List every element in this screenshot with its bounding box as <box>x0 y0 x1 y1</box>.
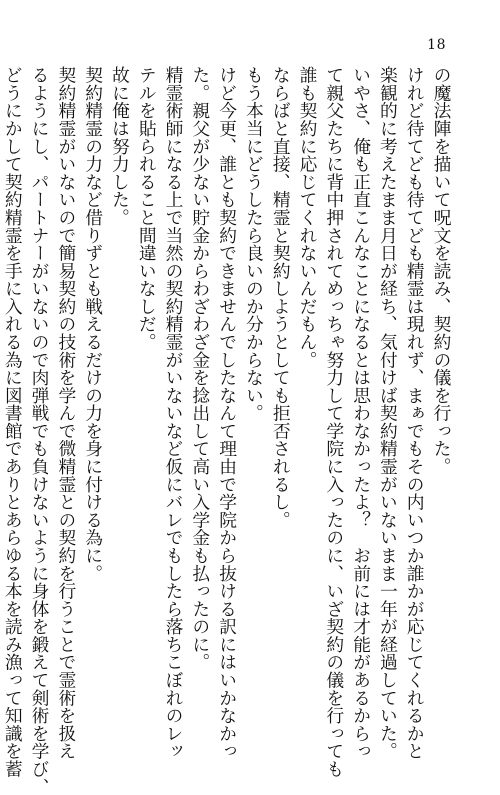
text-line: もう本当にどうしたら良いのか分からない。 <box>243 66 265 422</box>
text-line: テルを貼られること間違いなしだ。 <box>136 66 158 351</box>
text-line: どうにかして契約精霊を手に入れる為に図書館でありとあらゆる本を読み漁って知識を蓄 <box>2 66 24 778</box>
text-line: けど今更、誰とも契約できませんでしたなんて理由で学院から抜ける訳にはいかなかっ <box>216 66 238 760</box>
text-line: 契約精霊の力など借りずとも戦えるだけの力を身に付ける為に。 <box>82 66 104 582</box>
text-line: けれど待てども待てども精霊は現れず、まぁでもその内いつか誰かが応じてくれるかと <box>404 66 426 760</box>
text-line: 精霊術師になる上で当然の契約精霊がいないなど仮にバレでもしたら落ちこぼれのレッ <box>163 66 185 760</box>
text-line: の魔法陣を描いて呪文を読み、契約の儀を行った。 <box>431 66 452 476</box>
text-line: いやさ、俺も正直こんなことになるとは思わなかったよ？ お前には才能があるからっ <box>350 66 372 760</box>
text-line: 楽観的に考えたまま月日が経ち、気付けば契約精霊がいないまま一年が経過していた。 <box>377 66 399 760</box>
text-line: て親父たちに背中押されてめっちゃ努力して学院に入ったのに、いざ契約の儀を行っても <box>323 66 345 778</box>
text-line: 契約精霊がいないので簡易契約の技術を学んで微精霊との契約を行うことで霊術を扱え <box>55 66 77 760</box>
text-line: 誰も契約に応じてくれないんだもん。 <box>297 66 319 369</box>
page-number: 18 <box>427 37 446 53</box>
vertical-text-body <box>2 66 454 795</box>
text-line: 故に俺は努力した。 <box>109 66 131 227</box>
text-line: るようにし、パートナーがいないので肉弾戦でも負けないように身体を鍛えて剣術を学び、 <box>29 66 51 795</box>
text-line: た。親父が少ない貯金からわざわざ金を捻出して高い入学金も払ったのに。 <box>189 66 211 671</box>
text-line: ならばと直接、精霊と契約しようとしても拒否されるし。 <box>270 66 292 529</box>
